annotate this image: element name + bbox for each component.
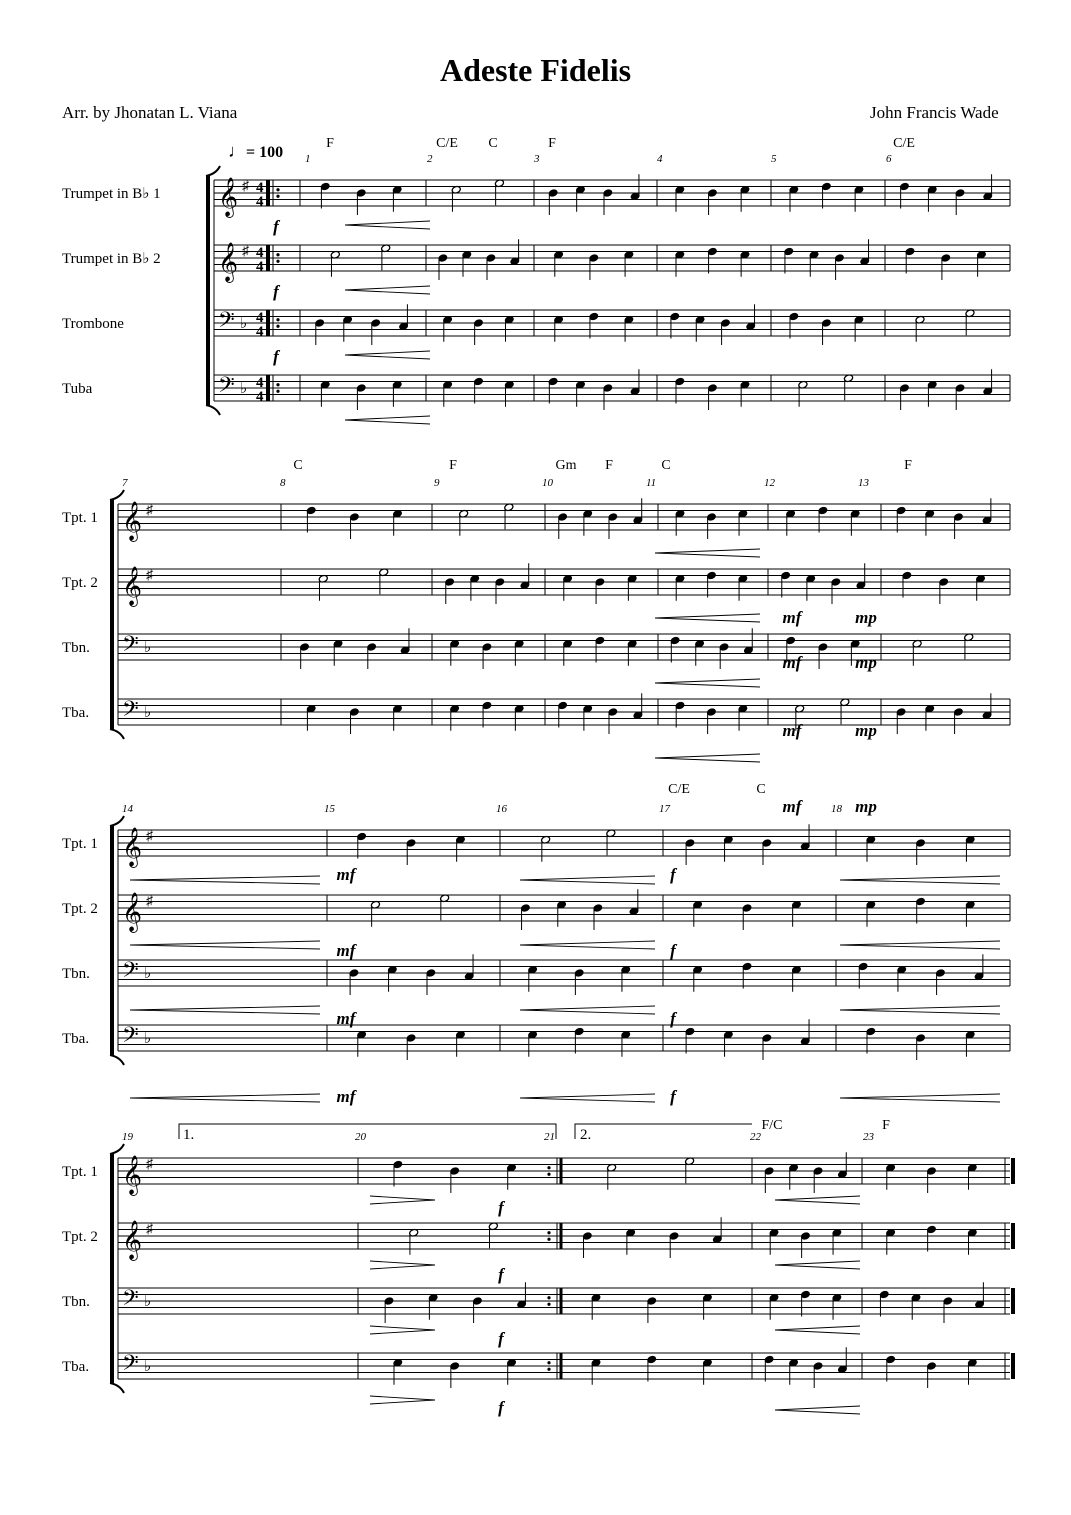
dynamic-mark: mf: [336, 865, 356, 884]
instrument-name: Tbn.: [62, 1294, 90, 1310]
bass-clef-icon: 𝄢: [218, 308, 235, 337]
repeat-dot: [276, 383, 279, 386]
bracket-bottom-hook: [206, 405, 220, 415]
quarter-note-icon: ♩: [228, 141, 246, 161]
instrument-name: Tpt. 2: [62, 575, 98, 591]
bass-clef-icon: 𝄢: [122, 1286, 139, 1315]
bass-clef-icon: 𝄢: [122, 958, 139, 987]
dynamic-mark: mp: [855, 653, 877, 672]
bracket-top-hook: [206, 166, 220, 176]
time-signature-denominator: 4: [256, 259, 264, 275]
flat-icon: ♭: [144, 966, 152, 982]
bass-clef-icon: 𝄢: [122, 697, 139, 726]
crescendo-hairpin: [775, 1326, 860, 1334]
dynamic-mark: f: [670, 1009, 676, 1028]
measure-number: 13: [858, 477, 869, 489]
measure-number: 8: [280, 477, 286, 489]
time-signature-numerator: 4: [256, 310, 264, 326]
arranger-credit: Arr. by Jhonatan L. Viana: [62, 103, 238, 122]
treble-clef-icon: 𝄞: [122, 1157, 143, 1194]
crescendo-hairpin: [520, 1006, 655, 1014]
bracket-bottom-hook: [110, 729, 124, 739]
crescendo-hairpin: [345, 416, 430, 424]
dynamic-mark: f: [670, 1087, 676, 1106]
repeat-dot: [547, 1166, 550, 1169]
tempo-value: = 100: [246, 144, 284, 161]
measure-number: 10: [542, 477, 553, 489]
dynamic-mark: f: [273, 282, 279, 301]
dynamic-mark: f: [273, 347, 279, 366]
treble-clef-icon: 𝄞: [122, 1222, 143, 1259]
measure-number: 17: [659, 803, 670, 815]
flat-icon: ♭: [144, 1031, 152, 1047]
instrument-name: Trombone: [62, 316, 124, 332]
treble-clef-icon: 𝄞: [218, 179, 239, 216]
chord-symbol: F: [904, 458, 912, 473]
measure-number: 21: [544, 1131, 555, 1143]
bracket-top-hook: [110, 1144, 124, 1154]
composer-credit: John Francis Wade: [870, 103, 999, 122]
dynamic-mark: mf: [782, 653, 802, 672]
crescendo-hairpin: [655, 754, 760, 762]
bass-clef-icon: 𝄢: [122, 1351, 139, 1380]
instrument-name: Trumpet in B♭ 2: [62, 251, 161, 267]
measure-number: 6: [886, 153, 892, 165]
dynamic-mark: mf: [782, 721, 802, 740]
instrument-name: Tba.: [62, 1031, 90, 1047]
measure-number: 9: [434, 477, 440, 489]
flat-icon: ♭: [144, 705, 152, 721]
measure-number: 14: [122, 803, 133, 815]
repeat-dot: [547, 1173, 550, 1176]
decrescendo-hairpin: [370, 1396, 435, 1404]
chord-symbol: C: [293, 458, 303, 473]
chord-symbol: C/E: [893, 136, 915, 151]
crescendo-hairpin: [775, 1406, 860, 1414]
bracket-bottom-hook: [110, 1383, 124, 1393]
crescendo-hairpin: [655, 549, 760, 557]
measure-number: 4: [657, 153, 663, 165]
time-signature-numerator: 4: [256, 245, 264, 261]
measure-number: 18: [831, 803, 842, 815]
dynamic-mark: mp: [855, 608, 877, 627]
crescendo-hairpin: [840, 1006, 1000, 1014]
measure-number: 5: [771, 153, 777, 165]
volta-label: 2.: [580, 1127, 592, 1143]
measure-number: 16: [496, 803, 507, 815]
instrument-name: Tba.: [62, 1359, 90, 1375]
dynamic-mark: f: [498, 1398, 504, 1417]
crescendo-hairpin: [840, 876, 1000, 884]
measure-number: 22: [750, 1131, 761, 1143]
dynamic-mark: f: [670, 865, 676, 884]
score-title: Adeste Fidelis: [439, 52, 632, 88]
decrescendo-hairpin: [370, 1326, 435, 1334]
instrument-name: Tpt. 2: [62, 1229, 98, 1245]
bracket-top-hook: [110, 816, 124, 826]
measure-number: 15: [324, 803, 335, 815]
repeat-dot: [547, 1231, 550, 1234]
measure-number: 3: [534, 153, 540, 165]
bracket-bottom-hook: [110, 1055, 124, 1065]
volta-bracket-2: [575, 1124, 752, 1139]
sharp-icon: ♯: [242, 244, 249, 259]
chord-symbol: F: [326, 136, 334, 151]
instrument-name: Tpt. 1: [62, 510, 98, 526]
flat-icon: ♭: [144, 1359, 152, 1375]
flat-icon: ♭: [144, 640, 152, 656]
time-signature-numerator: 4: [256, 180, 264, 196]
repeat-dot: [547, 1238, 550, 1241]
chord-symbol: F: [548, 136, 556, 151]
chord-symbol: F: [882, 1118, 890, 1133]
instrument-name: Tbn.: [62, 966, 90, 982]
dynamic-mark: mf: [782, 608, 802, 627]
measure-number: 20: [355, 1131, 366, 1143]
sharp-icon: ♯: [146, 503, 153, 518]
bass-clef-icon: 𝄢: [218, 373, 235, 402]
crescendo-hairpin: [520, 1094, 655, 1102]
decrescendo-hairpin: [370, 1196, 435, 1204]
sharp-icon: ♯: [146, 894, 153, 909]
measure-number: 2: [427, 153, 433, 165]
bracket-top-hook: [110, 490, 124, 500]
flat-icon: ♭: [240, 316, 248, 332]
measure-number: 11: [646, 477, 657, 489]
crescendo-hairpin: [775, 1196, 860, 1204]
treble-clef-icon: 𝄞: [122, 894, 143, 931]
chord-symbol: F: [605, 458, 613, 473]
repeat-dot: [276, 318, 279, 321]
time-signature-denominator: 4: [256, 194, 264, 210]
repeat-dot: [547, 1368, 550, 1371]
dynamic-mark: mp: [855, 721, 877, 740]
time-signature-denominator: 4: [256, 324, 264, 340]
crescendo-hairpin: [345, 221, 430, 229]
dynamic-mark: f: [498, 1329, 504, 1348]
decrescendo-hairpin: [370, 1261, 435, 1269]
dynamic-mark: f: [498, 1198, 504, 1217]
chord-symbol: C/E: [668, 782, 690, 797]
dynamic-mark: mf: [336, 1087, 356, 1106]
chord-symbol: F: [449, 458, 457, 473]
chord-symbol: C: [488, 136, 498, 151]
treble-clef-icon: 𝄞: [122, 568, 143, 605]
treble-clef-icon: 𝄞: [122, 503, 143, 540]
instrument-name: Trumpet in B♭ 1: [62, 186, 161, 202]
sharp-icon: ♯: [146, 568, 153, 583]
repeat-dot: [547, 1296, 550, 1299]
dynamic-mark: f: [273, 217, 279, 236]
instrument-name: Tpt. 2: [62, 901, 98, 917]
bass-clef-icon: 𝄢: [122, 632, 139, 661]
crescendo-hairpin: [840, 1094, 1000, 1102]
repeat-dot: [547, 1361, 550, 1364]
crescendo-hairpin: [775, 1261, 860, 1269]
instrument-name: Tpt. 1: [62, 836, 98, 852]
measure-number: 7: [122, 477, 128, 489]
crescendo-hairpin: [345, 286, 430, 294]
treble-clef-icon: 𝄞: [218, 244, 239, 281]
crescendo-hairpin: [130, 1094, 320, 1102]
chord-symbol: C: [756, 782, 766, 797]
flat-icon: ♭: [240, 381, 248, 397]
crescendo-hairpin: [520, 941, 655, 949]
instrument-name: Tbn.: [62, 640, 90, 656]
measure-number: 12: [764, 477, 775, 489]
sharp-icon: ♯: [146, 1157, 153, 1172]
instrument-name: Tba.: [62, 705, 90, 721]
repeat-dot: [547, 1303, 550, 1306]
repeat-dot: [276, 260, 279, 263]
crescendo-hairpin: [655, 679, 760, 687]
dynamic-mark: mf: [782, 797, 802, 816]
time-signature-denominator: 4: [256, 389, 264, 405]
chord-symbol: Gm: [555, 458, 577, 473]
repeat-dot: [276, 325, 279, 328]
sharp-icon: ♯: [242, 179, 249, 194]
repeat-dot: [276, 188, 279, 191]
measure-number: 1: [305, 153, 311, 165]
dynamic-mark: f: [498, 1265, 504, 1284]
repeat-dot: [276, 253, 279, 256]
volta-label: 1.: [183, 1127, 195, 1143]
crescendo-hairpin: [345, 351, 430, 359]
repeat-dot: [276, 195, 279, 198]
crescendo-hairpin: [840, 941, 1000, 949]
sharp-icon: ♯: [146, 1222, 153, 1237]
dynamic-mark: mp: [855, 797, 877, 816]
repeat-dot: [276, 390, 279, 393]
measure-number: 19: [122, 1131, 133, 1143]
chord-symbol: F/C: [761, 1118, 783, 1133]
flat-icon: ♭: [144, 1294, 152, 1310]
chord-symbol: C: [661, 458, 671, 473]
crescendo-hairpin: [655, 614, 760, 622]
crescendo-hairpin: [130, 1006, 320, 1014]
sharp-icon: ♯: [146, 829, 153, 844]
dynamic-mark: mf: [336, 1009, 356, 1028]
dynamic-mark: mf: [336, 941, 356, 960]
treble-clef-icon: 𝄞: [122, 829, 143, 866]
bass-clef-icon: 𝄢: [122, 1023, 139, 1052]
chord-symbol: C/E: [436, 136, 458, 151]
crescendo-hairpin: [130, 876, 320, 884]
time-signature-numerator: 4: [256, 375, 264, 391]
instrument-name: Tuba: [62, 381, 93, 397]
measure-number: 23: [863, 1131, 874, 1143]
instrument-name: Tpt. 1: [62, 1164, 98, 1180]
crescendo-hairpin: [520, 876, 655, 884]
dynamic-mark: f: [670, 941, 676, 960]
volta-bracket-1: [179, 1124, 556, 1139]
crescendo-hairpin: [130, 941, 320, 949]
